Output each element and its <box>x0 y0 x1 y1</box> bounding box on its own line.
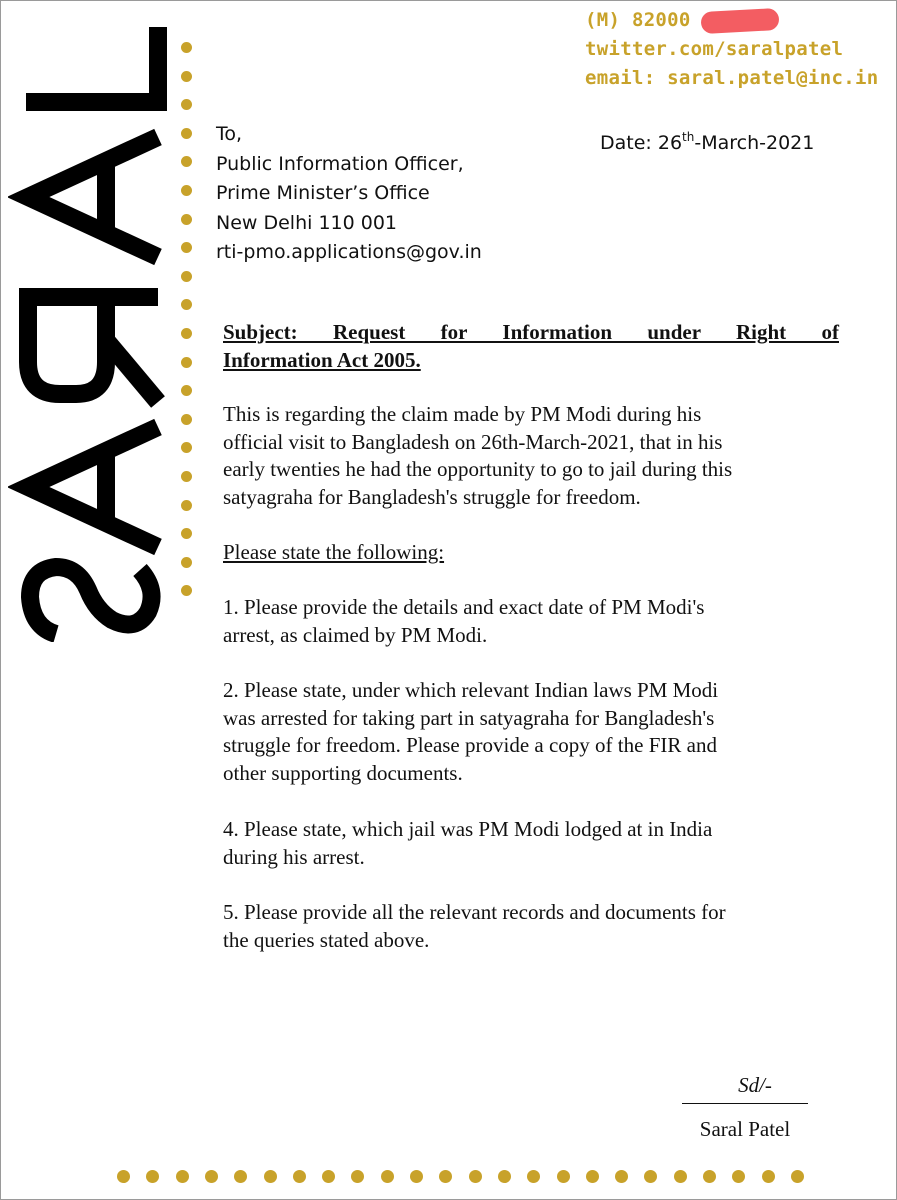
gold-dot <box>181 585 192 596</box>
address-office: Prime Minister’s Office <box>216 182 430 204</box>
signature-line <box>682 1103 808 1104</box>
vertical-dot-border <box>181 42 193 592</box>
item-line: during his arrest. <box>223 844 365 869</box>
item-line: the queries stated above. <box>223 927 430 952</box>
gold-dot <box>322 1170 335 1183</box>
gold-dot <box>176 1170 189 1183</box>
request-item-4 <box>223 816 833 871</box>
saral-logo-graphic <box>8 22 173 642</box>
gold-dot <box>181 128 192 139</box>
item-line: 5. Please provide all the relevant records and documents for <box>223 900 726 924</box>
gold-dot <box>181 328 192 339</box>
gold-dot <box>181 357 192 368</box>
gold-dot <box>181 471 192 482</box>
redaction-mark <box>700 7 779 33</box>
gold-dot <box>293 1170 306 1183</box>
gold-dot <box>703 1170 716 1183</box>
request-item-5 <box>223 899 833 954</box>
item-line: was arrested for taking part in satyagraha for Bangladesh's <box>223 705 715 730</box>
gold-dot <box>181 414 192 425</box>
contact-email: email: saral.patel@inc.in <box>585 67 879 89</box>
date-prefix: Date: 26 <box>600 132 683 154</box>
gold-dot <box>762 1170 775 1183</box>
gold-dot <box>264 1170 277 1183</box>
gold-dot <box>181 156 192 167</box>
request-item-2 <box>223 677 833 787</box>
gold-dot <box>351 1170 364 1183</box>
gold-dot <box>181 71 192 82</box>
intro-paragraph <box>223 401 833 511</box>
gold-dot <box>615 1170 628 1183</box>
gold-dot <box>381 1170 394 1183</box>
gold-dot <box>498 1170 511 1183</box>
gold-dot <box>469 1170 482 1183</box>
gold-dot <box>791 1170 804 1183</box>
subject <box>223 318 839 374</box>
signature-sd: Sd/- <box>738 1073 772 1097</box>
gold-dot <box>181 557 192 568</box>
gold-dot <box>181 99 192 110</box>
item-line: struggle for freedom. Please provide a copy of the FIR and <box>223 733 717 757</box>
subject-line-1: Subject: Request for Information under Right of <box>223 320 839 344</box>
request-item-1 <box>223 594 833 649</box>
gold-dot <box>557 1170 570 1183</box>
gold-dot <box>181 528 192 539</box>
date-rest: -March-2021 <box>694 132 815 154</box>
intro-line: early twenties he had the opportunity to go to jail during this <box>223 457 733 481</box>
item-line: 1. Please provide the details and exact date of PM Modi's <box>223 595 705 619</box>
gold-dot <box>181 442 192 453</box>
address-email: rti-pmo.applications@gov.in <box>216 241 482 263</box>
phone-line <box>585 6 878 35</box>
gold-dot <box>410 1170 423 1183</box>
gold-dot <box>181 385 192 396</box>
address-city: New Delhi 110 001 <box>216 211 398 234</box>
gold-dot <box>205 1170 218 1183</box>
twitter-handle: twitter.com/saralpatel <box>585 38 844 60</box>
gold-dot <box>117 1170 130 1183</box>
contact-block <box>585 6 878 93</box>
date-suffix: th <box>682 130 695 144</box>
item-line: other supporting documents. <box>223 760 463 785</box>
gold-dot <box>181 214 192 225</box>
letter-date <box>600 130 814 154</box>
saral-logo <box>8 22 173 642</box>
item-line: 2. Please state, under which relevant Indian laws PM Modi <box>223 678 719 702</box>
gold-dot <box>732 1170 745 1183</box>
item-line: arrest, as claimed by PM Modi. <box>223 622 488 647</box>
state-heading: Please state the following: <box>223 540 445 564</box>
gold-dot <box>146 1170 159 1183</box>
recipient-address <box>216 120 482 268</box>
gold-dot <box>181 242 192 253</box>
gold-dot <box>439 1170 452 1183</box>
subject-line-2: Information Act 2005. <box>223 348 421 372</box>
address-officer: Public Information Officer, <box>216 152 464 175</box>
gold-dot <box>181 42 192 53</box>
address-to: To, <box>216 123 243 145</box>
intro-line: This is regarding the claim made by PM Modi during his <box>223 402 702 426</box>
intro-line: satyagraha for Bangladesh's struggle for freedom. <box>223 484 641 509</box>
signatory-name: Saral Patel <box>699 1117 791 1141</box>
intro-line: official visit to Bangladesh on 26th-March-2021, that in his <box>223 429 723 454</box>
gold-dot <box>527 1170 540 1183</box>
gold-dot <box>181 271 192 282</box>
gold-dot <box>181 299 192 310</box>
phone-number: (M) 82000 <box>585 9 691 31</box>
gold-dot <box>234 1170 247 1183</box>
gold-dot <box>644 1170 657 1183</box>
gold-dot <box>181 500 192 511</box>
gold-dot <box>586 1170 599 1183</box>
gold-dot <box>674 1170 687 1183</box>
item-line: 4. Please state, which jail was PM Modi lodged at in India <box>223 817 713 841</box>
signature-block <box>682 1070 808 1142</box>
horizontal-dot-border <box>117 1170 807 1184</box>
gold-dot <box>181 185 192 196</box>
